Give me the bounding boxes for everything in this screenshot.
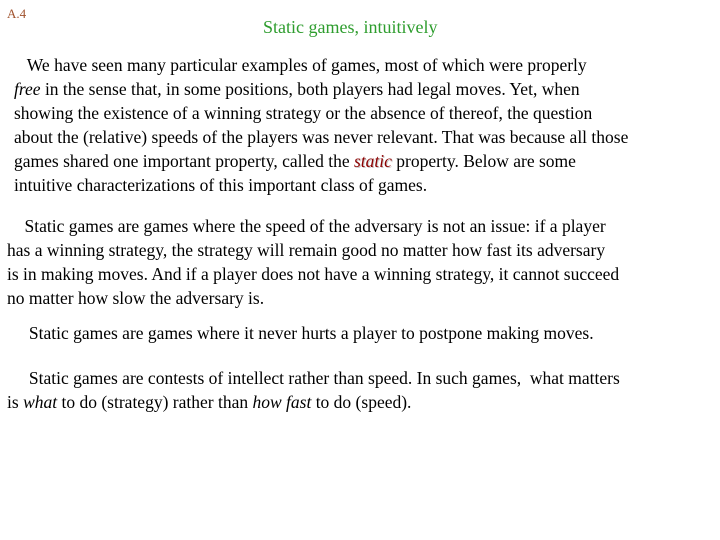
text-fragment: in the sense that, in some positions, both players had legal moves. Yet, when [40, 79, 580, 99]
emphasis-static: static [354, 151, 392, 171]
text-fragment: to do (strategy) rather than [57, 392, 253, 412]
emphasis-free: free [14, 79, 41, 99]
text-line: We have seen many particular examples of games, most of which were properly [14, 55, 587, 75]
paragraph-intellect [7, 366, 620, 414]
slide-title: Static games, intuitively [263, 17, 438, 37]
paragraph-postpone [7, 321, 594, 345]
text-line [14, 77, 628, 101]
paragraph-speed [7, 214, 619, 310]
emphasis-how-fast: how fast [252, 392, 312, 412]
text-fragment: to do (speed). [311, 392, 412, 412]
text-line: no matter how slow the adversary is. [7, 288, 265, 308]
slide-number: A.4 [7, 6, 27, 21]
text-line: showing the existence of a winning strategy or the absence of thereof, the question [14, 103, 593, 123]
text-fragment: is [7, 392, 24, 412]
text-line: intuitive characterizations of this important class of games. [14, 175, 428, 195]
text-line: has a winning strategy, the strategy will remain good no matter how fast its adversary [7, 240, 606, 260]
text-line: Static games are contests of intellect rather than speed. In such games, what matters [7, 368, 620, 388]
text-line [14, 149, 628, 173]
text-line [7, 390, 620, 414]
text-line: is in making moves. And if a player does not have a winning strategy, it cannot succeed [7, 264, 620, 284]
text-fragment: games shared one important property, called the [14, 151, 354, 171]
text-line: Static games are games where it never hurts a player to postpone making moves. [7, 323, 594, 343]
paragraph-free-games [14, 53, 628, 197]
text-line: Static games are games where the speed of the adversary is not an issue: if a player [7, 216, 606, 236]
emphasis-what: what [23, 392, 58, 412]
text-line: about the (relative) speeds of the players was never relevant. That was because all those [14, 127, 629, 147]
text-fragment: property. Below are some [391, 151, 576, 171]
